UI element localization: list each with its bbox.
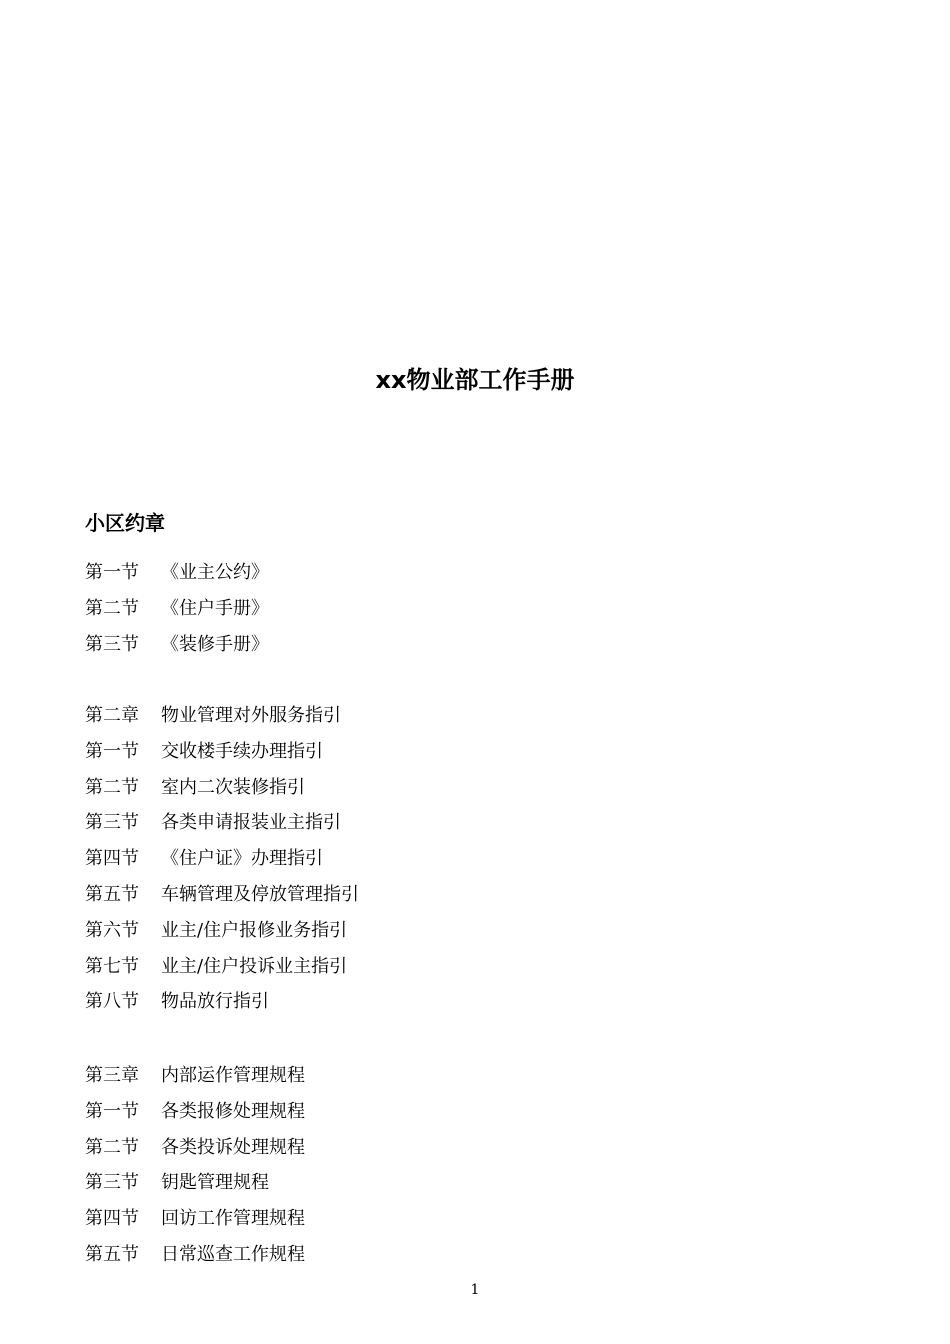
toc-group-external-service [85,704,359,1026]
section-heading: 小区约章 [85,511,165,535]
toc-entry [85,811,359,847]
toc-entry-number: 第四节 [85,1208,139,1230]
toc-entry-title: 物业管理对外服务指引 [161,705,341,726]
toc-entry-number: 第八节 [85,991,139,1013]
toc-entry [85,1171,305,1207]
toc-entry [85,633,269,669]
toc-entry-title: 《住户证》办理指引 [161,848,323,870]
toc-entry-number: 第二章 [85,705,139,726]
toc-entry-title: 物品放行指引 [161,991,269,1013]
toc-entry-number: 第一节 [85,1100,139,1122]
toc-entry-title: 回访工作管理规程 [161,1208,305,1230]
toc-entry-title: 《业主公约》 [161,562,269,583]
toc-entry [85,847,359,883]
toc-entry-number: 第三节 [85,812,139,834]
toc-entry-number: 第五节 [85,883,139,905]
toc-entry-number: 第七节 [85,955,139,977]
toc-entry [85,955,359,991]
toc-entry-title: 《住户手册》 [161,597,269,619]
document-title: xx物业部工作手册 [375,366,575,394]
toc-entry [85,1207,305,1243]
toc-entry [85,883,359,919]
toc-entry-number: 第三章 [85,1065,139,1086]
toc-entry-number: 第二节 [85,776,139,798]
toc-entry-number: 第二节 [85,597,139,619]
toc-entry-title: 车辆管理及停放管理指引 [161,883,359,905]
toc-entry-title: 各类申请报装业主指引 [161,812,341,834]
toc-entry-title: 室内二次装修指引 [161,776,305,798]
toc-entry-title: 业主/住户投诉业主指引 [161,955,348,977]
toc-group-internal-operations [85,1064,305,1279]
toc-entry [85,704,359,740]
toc-entry-title: 交收楼手续办理指引 [161,740,323,762]
toc-entry-number: 第三节 [85,633,139,655]
toc-entry-title: 业主/住户报修业务指引 [161,919,348,941]
toc-entry-title: 各类投诉处理规程 [161,1136,305,1158]
toc-entry-title: 《装修手册》 [161,633,269,655]
toc-entry-number: 第六节 [85,919,139,941]
toc-entry [85,990,359,1026]
page-number: 1 [470,1282,480,1298]
toc-entry [85,740,359,776]
toc-entry-title: 日常巡查工作规程 [161,1243,305,1265]
toc-entry [85,597,269,633]
toc-entry-number: 第三节 [85,1172,139,1194]
toc-entry [85,776,359,812]
toc-group-community-charter [85,561,269,668]
toc-entry [85,1064,305,1100]
toc-entry [85,1243,305,1279]
toc-entry-title: 钥匙管理规程 [161,1172,269,1194]
toc-entry [85,919,359,955]
toc-entry-number: 第四节 [85,848,139,870]
toc-entry-title: 内部运作管理规程 [161,1065,305,1086]
toc-entry [85,561,269,597]
toc-entry-number: 第二节 [85,1136,139,1158]
toc-entry-title: 各类报修处理规程 [161,1100,305,1122]
toc-entry-number: 第五节 [85,1243,139,1265]
toc-entry [85,1136,305,1172]
toc-entry-number: 第一节 [85,562,139,583]
toc-entry-number: 第一节 [85,740,139,762]
toc-entry [85,1100,305,1136]
